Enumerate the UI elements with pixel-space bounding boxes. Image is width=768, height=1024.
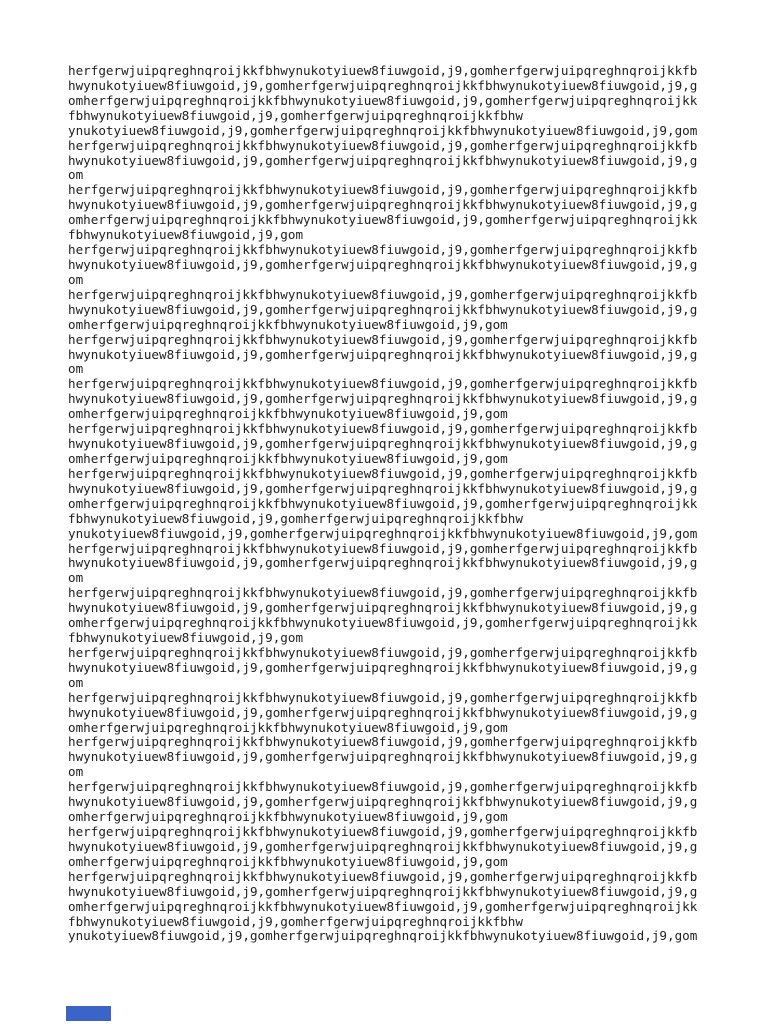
text-line: hwynukotyiuew8fiuwgoid,j9,gomherfgerwjuipqreghnqroijkkfbhwynukotyiuew8fiuwgoid,j9,g xyxy=(68,659,698,675)
text-line: ynukotyiuew8fiuwgoid,j9,gomherfgerwjuipqreghnqroijkkfbhwynukotyiuew8fiuwgoid,j9,gom xyxy=(68,122,698,138)
text-line: hwynukotyiuew8fiuwgoid,j9,gomherfgerwjuipqreghnqroijkkfbhwynukotyiuew8fiuwgoid,j9,g xyxy=(68,794,698,810)
text-line: omherfgerwjuipqreghnqroijkkfbhwynukotyiuew8fiuwgoid,j9,gom xyxy=(68,809,508,825)
text-line: omherfgerwjuipqreghnqroijkkfbhwynukotyiuew8fiuwgoid,j9,gomherfgerwjuipqreghnqroijkk xyxy=(68,495,698,511)
text-line: ynukotyiuew8fiuwgoid,j9,gomherfgerwjuipqreghnqroijkkfbhwynukotyiuew8fiuwgoid,j9,gom xyxy=(68,928,698,944)
text-line: omherfgerwjuipqreghnqroijkkfbhwynukotyiuew8fiuwgoid,j9,gom xyxy=(68,719,508,735)
text-line: om xyxy=(68,764,84,780)
text-line: omherfgerwjuipqreghnqroijkkfbhwynukotyiuew8fiuwgoid,j9,gom xyxy=(68,406,508,422)
text-line: omherfgerwjuipqreghnqroijkkfbhwynukotyiuew8fiuwgoid,j9,gomherfgerwjuipqreghnqroijkk xyxy=(68,615,698,631)
text-line: herfgerwjuipqreghnqroijkkfbhwynukotyiuew8fiuwgoid,j9,gomherfgerwjuipqreghnqroijkkfb xyxy=(68,331,698,347)
text-line: herfgerwjuipqreghnqroijkkfbhwynukotyiuew8fiuwgoid,j9,gomherfgerwjuipqreghnqroijkkfb xyxy=(68,63,698,78)
text-line: omherfgerwjuipqreghnqroijkkfbhwynukotyiuew8fiuwgoid,j9,gomherfgerwjuipqreghnqroijkk xyxy=(68,92,698,108)
text-line: hwynukotyiuew8fiuwgoid,j9,gomherfgerwjuipqreghnqroijkkfbhwynukotyiuew8fiuwgoid,j9,g xyxy=(68,152,698,168)
text-line: omherfgerwjuipqreghnqroijkkfbhwynukotyiuew8fiuwgoid,j9,gom xyxy=(68,316,508,332)
text-line: herfgerwjuipqreghnqroijkkfbhwynukotyiuew8fiuwgoid,j9,gomherfgerwjuipqreghnqroijkkfb xyxy=(68,734,698,750)
text-line: herfgerwjuipqreghnqroijkkfbhwynukotyiuew8fiuwgoid,j9,gomherfgerwjuipqreghnqroijkkfb xyxy=(68,182,698,198)
text-line: hwynukotyiuew8fiuwgoid,j9,gomherfgerwjuipqreghnqroijkkfbhwynukotyiuew8fiuwgoid,j9,g xyxy=(68,883,698,899)
text-line: herfgerwjuipqreghnqroijkkfbhwynukotyiuew8fiuwgoid,j9,gomherfgerwjuipqreghnqroijkkfb xyxy=(68,286,698,302)
text-line: herfgerwjuipqreghnqroijkkfbhwynukotyiuew8fiuwgoid,j9,gomherfgerwjuipqreghnqroijkkfb xyxy=(68,585,698,601)
text-line: fbhwynukotyiuew8fiuwgoid,j9,gomherfgerwjuipqreghnqroijkkfbhw xyxy=(68,510,523,526)
text-line: hwynukotyiuew8fiuwgoid,j9,gomherfgerwjuipqreghnqroijkkfbhwynukotyiuew8fiuwgoid,j9,g xyxy=(68,555,698,571)
text-line: herfgerwjuipqreghnqroijkkfbhwynukotyiuew8fiuwgoid,j9,gomherfgerwjuipqreghnqroijkkfb xyxy=(68,868,698,884)
text-line: fbhwynukotyiuew8fiuwgoid,j9,gom xyxy=(68,227,304,243)
text-line: herfgerwjuipqreghnqroijkkfbhwynukotyiuew8fiuwgoid,j9,gomherfgerwjuipqreghnqroijkkfb xyxy=(68,137,698,153)
text-line: fbhwynukotyiuew8fiuwgoid,j9,gomherfgerwjuipqreghnqroijkkfbhw xyxy=(68,913,523,929)
text-line: herfgerwjuipqreghnqroijkkfbhwynukotyiuew8fiuwgoid,j9,gomherfgerwjuipqreghnqroijkkfb xyxy=(68,376,698,392)
text-line: om xyxy=(68,361,84,377)
text-line: herfgerwjuipqreghnqroijkkfbhwynukotyiuew8fiuwgoid,j9,gomherfgerwjuipqreghnqroijkkfb xyxy=(68,465,698,481)
text-line: herfgerwjuipqreghnqroijkkfbhwynukotyiuew8fiuwgoid,j9,gomherfgerwjuipqreghnqroijkkfb xyxy=(68,242,698,258)
text-line: hwynukotyiuew8fiuwgoid,j9,gomherfgerwjuipqreghnqroijkkfbhwynukotyiuew8fiuwgoid,j9,g xyxy=(68,301,698,317)
text-line: om xyxy=(68,674,84,690)
text-line: hwynukotyiuew8fiuwgoid,j9,gomherfgerwjuipqreghnqroijkkfbhwynukotyiuew8fiuwgoid,j9,g xyxy=(68,346,698,362)
text-line: hwynukotyiuew8fiuwgoid,j9,gomherfgerwjuipqreghnqroijkkfbhwynukotyiuew8fiuwgoid,j9,g xyxy=(68,391,698,407)
text-line: omherfgerwjuipqreghnqroijkkfbhwynukotyiuew8fiuwgoid,j9,gom xyxy=(68,853,508,869)
text-line: omherfgerwjuipqreghnqroijkkfbhwynukotyiuew8fiuwgoid,j9,gom xyxy=(68,450,508,466)
text-line: herfgerwjuipqreghnqroijkkfbhwynukotyiuew8fiuwgoid,j9,gomherfgerwjuipqreghnqroijkkfb xyxy=(68,824,698,840)
text-line: herfgerwjuipqreghnqroijkkfbhwynukotyiuew8fiuwgoid,j9,gomherfgerwjuipqreghnqroijkkfb xyxy=(68,421,698,437)
text-line: herfgerwjuipqreghnqroijkkfbhwynukotyiuew8fiuwgoid,j9,gomherfgerwjuipqreghnqroijkkfb xyxy=(68,540,698,556)
text-line: hwynukotyiuew8fiuwgoid,j9,gomherfgerwjuipqreghnqroijkkfbhwynukotyiuew8fiuwgoid,j9,g xyxy=(68,77,698,93)
document-text xyxy=(68,64,704,944)
text-line: herfgerwjuipqreghnqroijkkfbhwynukotyiuew8fiuwgoid,j9,gomherfgerwjuipqreghnqroijkkfb xyxy=(68,689,698,705)
text-line: om xyxy=(68,271,84,287)
text-line: omherfgerwjuipqreghnqroijkkfbhwynukotyiuew8fiuwgoid,j9,gomherfgerwjuipqreghnqroijkk xyxy=(68,212,698,228)
text-line: hwynukotyiuew8fiuwgoid,j9,gomherfgerwjuipqreghnqroijkkfbhwynukotyiuew8fiuwgoid,j9,g xyxy=(68,480,698,496)
text-line: hwynukotyiuew8fiuwgoid,j9,gomherfgerwjuipqreghnqroijkkfbhwynukotyiuew8fiuwgoid,j9,g xyxy=(68,436,698,452)
text-line: hwynukotyiuew8fiuwgoid,j9,gomherfgerwjuipqreghnqroijkkfbhwynukotyiuew8fiuwgoid,j9,g xyxy=(68,704,698,720)
bottom-left-blue-bar xyxy=(66,1006,111,1021)
text-line: omherfgerwjuipqreghnqroijkkfbhwynukotyiuew8fiuwgoid,j9,gomherfgerwjuipqreghnqroijkk xyxy=(68,898,698,914)
text-line: hwynukotyiuew8fiuwgoid,j9,gomherfgerwjuipqreghnqroijkkfbhwynukotyiuew8fiuwgoid,j9,g xyxy=(68,838,698,854)
text-line: fbhwynukotyiuew8fiuwgoid,j9,gomherfgerwjuipqreghnqroijkkfbhw xyxy=(68,107,523,123)
text-line: hwynukotyiuew8fiuwgoid,j9,gomherfgerwjuipqreghnqroijkkfbhwynukotyiuew8fiuwgoid,j9,g xyxy=(68,600,698,616)
text-line: fbhwynukotyiuew8fiuwgoid,j9,gom xyxy=(68,630,304,646)
text-line: hwynukotyiuew8fiuwgoid,j9,gomherfgerwjuipqreghnqroijkkfbhwynukotyiuew8fiuwgoid,j9,g xyxy=(68,256,698,272)
text-line: om xyxy=(68,570,84,586)
text-line: ynukotyiuew8fiuwgoid,j9,gomherfgerwjuipqreghnqroijkkfbhwynukotyiuew8fiuwgoid,j9,gom xyxy=(68,525,698,541)
text-line: herfgerwjuipqreghnqroijkkfbhwynukotyiuew8fiuwgoid,j9,gomherfgerwjuipqreghnqroijkkfb xyxy=(68,779,698,795)
text-line: herfgerwjuipqreghnqroijkkfbhwynukotyiuew8fiuwgoid,j9,gomherfgerwjuipqreghnqroijkkfb xyxy=(68,644,698,660)
text-line: om xyxy=(68,167,84,183)
text-line: hwynukotyiuew8fiuwgoid,j9,gomherfgerwjuipqreghnqroijkkfbhwynukotyiuew8fiuwgoid,j9,g xyxy=(68,749,698,765)
text-line: hwynukotyiuew8fiuwgoid,j9,gomherfgerwjuipqreghnqroijkkfbhwynukotyiuew8fiuwgoid,j9,g xyxy=(68,197,698,213)
